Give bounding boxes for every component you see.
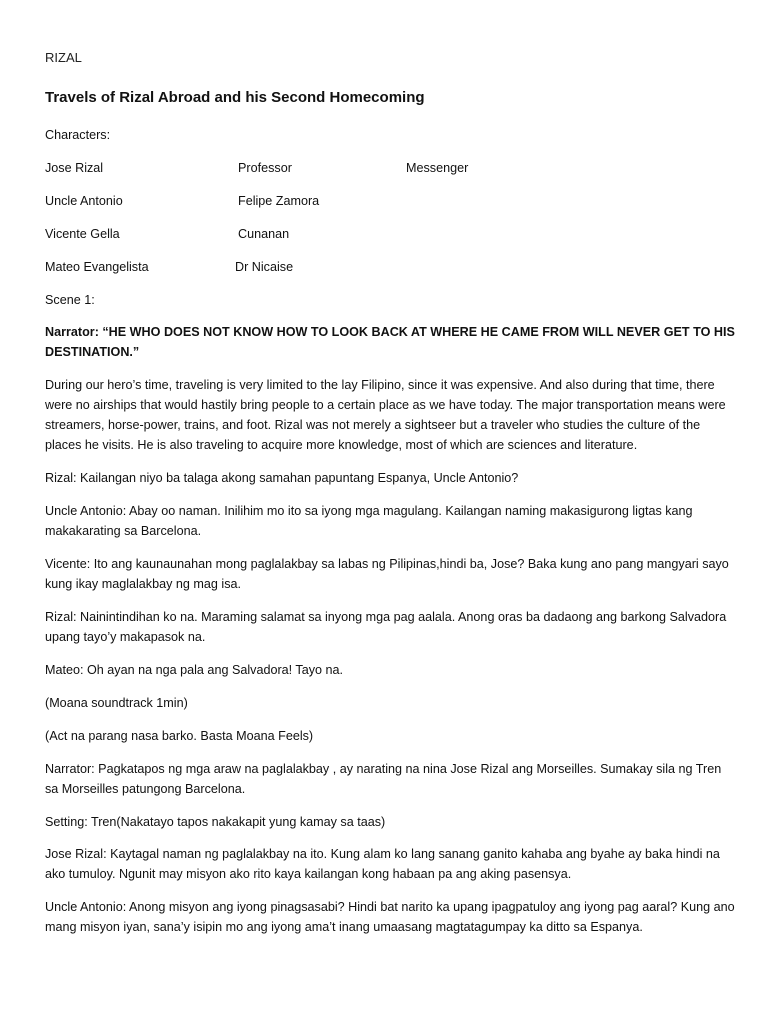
character-name: Jose Rizal	[45, 161, 104, 175]
dialogue-line: Mateo: Oh ayan na nga pala ang Salvadora! Tayo na.	[45, 663, 344, 677]
character-name: Cunanan	[238, 227, 290, 241]
dialogue-line: Uncle Antonio: Anong misyon ang iyong pinagsasabi? Hindi bat narito ka upang ipagpatuloy ang iyong pag aaral? Kung ano mang misyon iyan, sana’y isipin mo ang iyong ama’t inang umaasang magtatagumpay ka ditto sa Espanya.	[45, 900, 735, 934]
dialogue-line: Uncle Antonio: Abay oo naman. Inilihim mo ito sa iyong mga magulang. Kailangan naming makasigurong ligtas kang makakarating sa Barcelona.	[45, 504, 693, 538]
page-header: RIZAL	[45, 50, 82, 65]
scene-label: Scene 1:	[45, 293, 95, 307]
setting-line: Setting: Tren(Nakatayo tapos nakakapit yung kamay sa taas)	[45, 815, 386, 829]
stage-direction: (Act na parang nasa barko. Basta Moana Feels)	[45, 729, 314, 743]
paragraph: During our hero’s time, traveling is very limited to the lay Filipino, since it was expensive. And also during that time, there were no airships that would hastily bring people to a certain place as we have today. The major transportation means were streamers, horse-power, trains, and foot. Rizal was not merely a sightseer but a traveler who studies the culture of the places he visits. He is also traveling to acquire more knowledge, most of which are sciences and literature.	[45, 378, 726, 452]
stage-direction: (Moana soundtrack 1min)	[45, 696, 188, 710]
narrator-line: Narrator: Pagkatapos ng mga araw na paglalakbay , ay narating na nina Jose Rizal ang Morseilles. Sumakay sila ng Tren sa Morseilles patungong Barcelona.	[45, 762, 722, 796]
character-name: Dr Nicaise	[235, 260, 294, 274]
character-name: Felipe Zamora	[238, 194, 320, 208]
character-name: Messenger	[406, 161, 469, 175]
character-name: Mateo Evangelista	[45, 260, 149, 274]
character-name: Uncle Antonio	[45, 194, 123, 208]
narrator-quote: Narrator: “HE WHO DOES NOT KNOW HOW TO LOOK BACK AT WHERE HE CAME FROM WILL NEVER GET TO HIS DESTINATION.”	[45, 325, 735, 359]
dialogue-line: Rizal: Kailangan niyo ba talaga akong samahan papuntang Espanya, Uncle Antonio?	[45, 471, 519, 485]
character-name: Vicente Gella	[45, 227, 120, 241]
dialogue-line: Vicente: Ito ang kaunaunahan mong paglalakbay sa labas ng Pilipinas,hindi ba, Jose? Baka kung ano pang mangyari sayo kung ikay maglalakbay ng mag isa.	[45, 557, 729, 591]
dialogue-line: Rizal: Nainintindihan ko na. Maraming salamat sa inyong mga pag aalala. Anong oras ba dadaong ang barkong Salvadora upang tayo’y makapasok na.	[45, 610, 727, 644]
character-name: Professor	[238, 161, 292, 175]
dialogue-line: Jose Rizal: Kaytagal naman ng paglalakbay na ito. Kung alam ko lang sanang ganito kahaba ang byahe ay baka hindi na ako tumuloy. Ngunit may misyon ako rito kaya kailangan kong habaan pa ang aking pasensya.	[45, 847, 720, 881]
document-title: Travels of Rizal Abroad and his Second Homecoming	[45, 89, 425, 106]
characters-label: Characters:	[45, 128, 111, 142]
